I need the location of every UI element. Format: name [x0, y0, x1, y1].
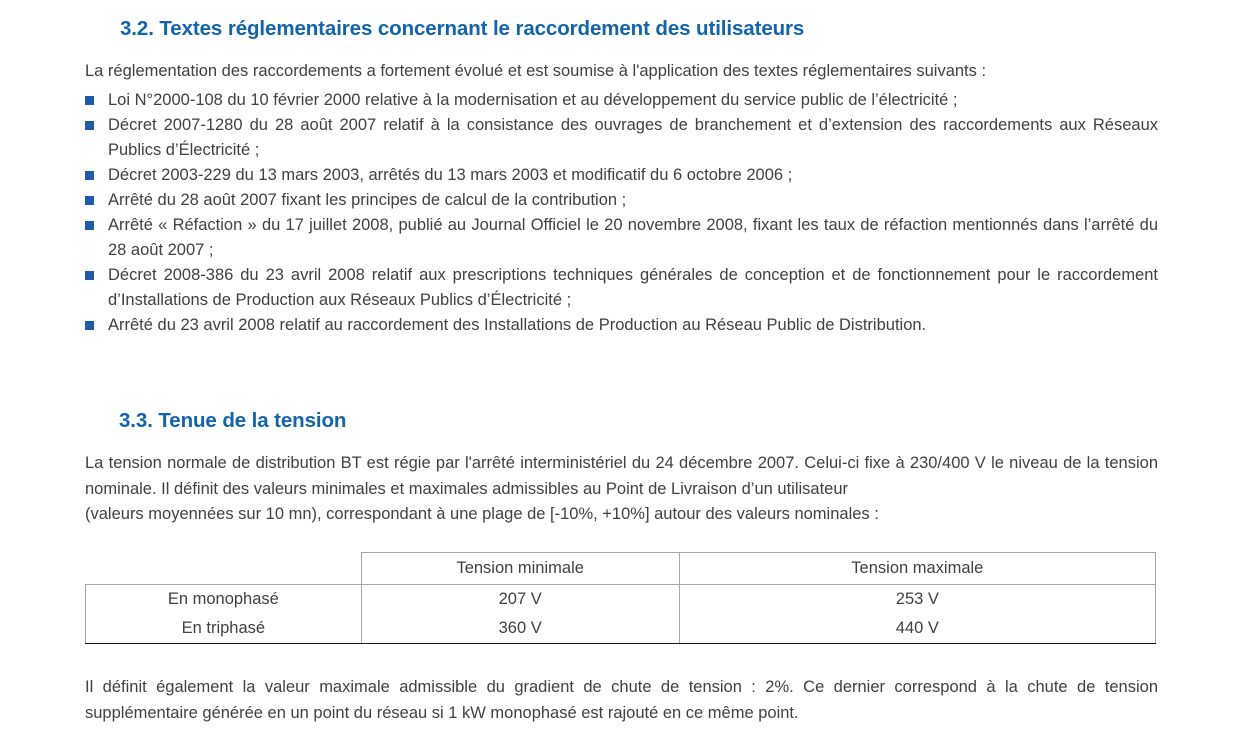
list-item	[85, 213, 1158, 263]
table-cell-min-monophase: 207 V	[498, 590, 542, 608]
list-item-label: Arrêté du 28 août 2007 fixant les principes de calcul de la contribution ;	[108, 191, 627, 209]
table-cell-max-triphase: 440 V	[895, 619, 939, 637]
list-item	[85, 88, 1158, 113]
table-header-row	[86, 553, 1156, 585]
table-header-tension-maximale: Tension maximale	[679, 553, 1155, 585]
table-header-tension-minimale: Tension minimale	[361, 553, 679, 585]
regulatory-texts-list	[85, 88, 1158, 338]
table-cell-tension-minimale-values	[361, 585, 679, 644]
table-cell-max-monophase: 253 V	[895, 590, 939, 608]
table-cell-min-triphase: 360 V	[498, 619, 542, 637]
gradient-paragraph: Il définit également la valeur maximale admissible du gradient de chute de tension : 2%. Ce dernier correspond à la chute de tension supplémentaire générée en un point du réseau si 1 kW monophasé est rajouté en ce même point.	[85, 678, 1158, 722]
list-item	[85, 313, 1158, 338]
bullet-square-icon	[85, 196, 94, 205]
table-cell-phase-labels	[86, 585, 362, 644]
list-item-label: Décret 2007-1280 du 28 août 2007 relatif à la consistance des ouvrages de branchement et d’extension des raccordements aux Réseaux Publics d’Électricité ;	[108, 116, 1158, 159]
intro-paragraph: La réglementation des raccordements a fortement évolué et est soumise à l'application des textes réglementaires suivants :	[85, 62, 987, 80]
list-item	[85, 163, 1158, 188]
bullet-square-icon	[85, 221, 94, 230]
bullet-square-icon	[85, 171, 94, 180]
table-cell-label-triphase: En triphasé	[181, 619, 266, 637]
section-heading-3-2: 3.2. Textes réglementaires concernant le raccordement des utilisateurs	[120, 17, 805, 40]
tension-paragraph-lastline: (valeurs moyennées sur 10 mn), correspondant à une plage de [-10%, +10%] autour des valeurs nominales :	[85, 505, 879, 523]
list-item-label: Arrêté « Réfaction » du 17 juillet 2008, publié au Journal Officiel le 20 novembre 2008, fixant les taux de réfaction mentionnés dans l’arrêté du 28 août 2007 ;	[108, 216, 1158, 259]
table-body	[86, 585, 1156, 644]
tension-paragraph-main: La tension normale de distribution BT est régie par l'arrêté interministériel du 24 décembre 2007. Celui-ci fixe à 230/400 V le niveau de la tension nominale. Il définit des valeurs minimales et maximales admissibles au Point de Livraison d’un utilisateur	[85, 454, 1158, 498]
list-item-label: Décret 2008-386 du 23 avril 2008 relatif aux prescriptions techniques générales de conception et de fonctionnement pour le raccordement d’Installations de Production aux Réseaux Publics d’Électricité ;	[108, 266, 1158, 309]
list-item	[85, 263, 1158, 313]
bullet-square-icon	[85, 121, 94, 130]
table-row	[86, 585, 1156, 644]
list-item-label: Arrêté du 23 avril 2008 relatif au raccordement des Installations de Production au Réseau Public de Distribution.	[108, 316, 927, 334]
list-item-label: Loi N°2000-108 du 10 février 2000 relative à la modernisation et au développement du service public de l’électricité ;	[108, 91, 958, 109]
table-cell-tension-maximale-values	[679, 585, 1155, 644]
list-item	[85, 113, 1158, 163]
list-item	[85, 188, 1158, 213]
table-corner-cell	[86, 553, 362, 585]
table-cell-label-monophase: En monophasé	[167, 590, 279, 608]
voltage-limits-table	[85, 552, 1156, 644]
bullet-square-icon	[85, 96, 94, 105]
bullet-square-icon	[85, 321, 94, 330]
table-header	[86, 553, 1156, 585]
list-item-label: Décret 2003-229 du 13 mars 2003, arrêtés du 13 mars 2003 et modificatif du 6 octobre 2006 ;	[108, 166, 793, 184]
section-heading-3-3: 3.3. Tenue de la tension	[119, 409, 347, 432]
tension-paragraph	[85, 451, 1158, 528]
bullet-square-icon	[85, 271, 94, 280]
